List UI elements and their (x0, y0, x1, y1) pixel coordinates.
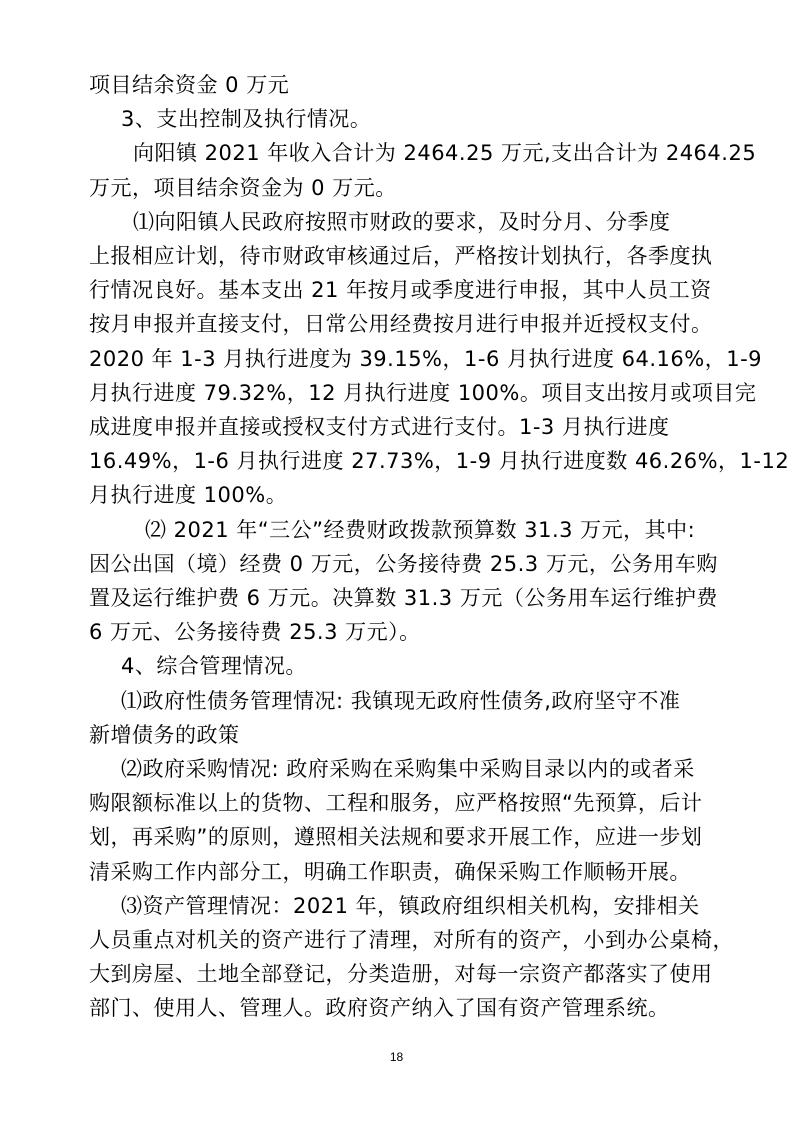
text-line: 划，再采购”的原则，遵照相关法规和要求开展工作，应进一步划 (89, 825, 703, 850)
section-heading: 4、综合管理情况。 (121, 654, 307, 679)
page-number: 18 (389, 1050, 404, 1064)
text-line: 部门、使用人、管理人。政府资产纳入了国有资产管理系统。 (89, 996, 670, 1021)
text-line: 行情况良好。基本支出 21 年按月或季度进行申报，其中人员工资 (89, 278, 712, 303)
text-line: 置及运行维护费 6 万元。决算数 31.3 万元（公务用车运行维护费 (89, 586, 718, 610)
text-line: ⑴向阳镇人民政府按照市财政的要求，及时分月、分季度 (133, 209, 671, 234)
text-line: 新增债务的政策 (89, 722, 240, 747)
text-line: ⑵政府采购情况: 政府采购在采购集中采购目录以内的或者采 (121, 757, 695, 781)
text-line: 月执行进度 100%。 (89, 483, 288, 508)
text-line: 成进度申报并直接或授权支付方式进行支付。1-3 月执行进度 (89, 415, 670, 439)
text-line: 清采购工作内部分工，明确工作职责，确保采购工作顺畅开展。 (89, 859, 691, 884)
text-line: 6 万元、公务接待费 25.3 万元）。 (89, 620, 421, 645)
text-line: 项目结余资金 0 万元 (89, 73, 290, 97)
text-line: 上报相应计划，待市财政审核通过后，严格按计划执行，各季度执 (89, 244, 713, 268)
text-line: ⑶资产管理情况：2021 年，镇政府组织相关机构，安排相关 (121, 893, 700, 918)
text-line: 向阳镇 2021 年收入合计为 2464.25 万元,支出合计为 2464.25 (133, 141, 757, 166)
text-line: 因公出国（境）经费 0 万元，公务接待费 25.3 万元，公务用车购 (89, 551, 718, 576)
text-line: 购限额标准以上的货物、工程和服务，应严格按照“先预算，后计 (89, 791, 703, 816)
text-line: 16.49%，1-6 月执行进度 27.73%，1-9 月执行进度数 46.26%，1-12 (89, 449, 790, 474)
text-line: ⑴政府性债务管理情况: 我镇现无政府性债务,政府坚守不准 (121, 688, 681, 713)
text-line: 万元，项目结余资金为 0 万元。 (89, 175, 397, 200)
text-line: 按月申报并直接支付，日常公用经费按月进行申报并近授权支付。 (89, 312, 713, 337)
text-line: 月执行进度 79.32%，12 月执行进度 100%。项目支出按月或项目完 (89, 380, 757, 405)
text-line: ⑵ 2021 年“三公”经费财政拨款预算数 31.3 万元，其中: (145, 517, 696, 542)
text-line: 2020 年 1-3 月执行进度为 39.15%，1-6 月执行进度 64.16%，1-9 (89, 346, 763, 371)
text-line: 人员重点对机关的资产进行了清理，对所有的资产，小到办公桌椅， (89, 928, 734, 952)
text-line: 大到房屋、土地全部登记，分类造册，对每一宗资产都落实了使用 (89, 962, 713, 987)
section-heading: 3、支出控制及执行情况。 (121, 107, 372, 132)
